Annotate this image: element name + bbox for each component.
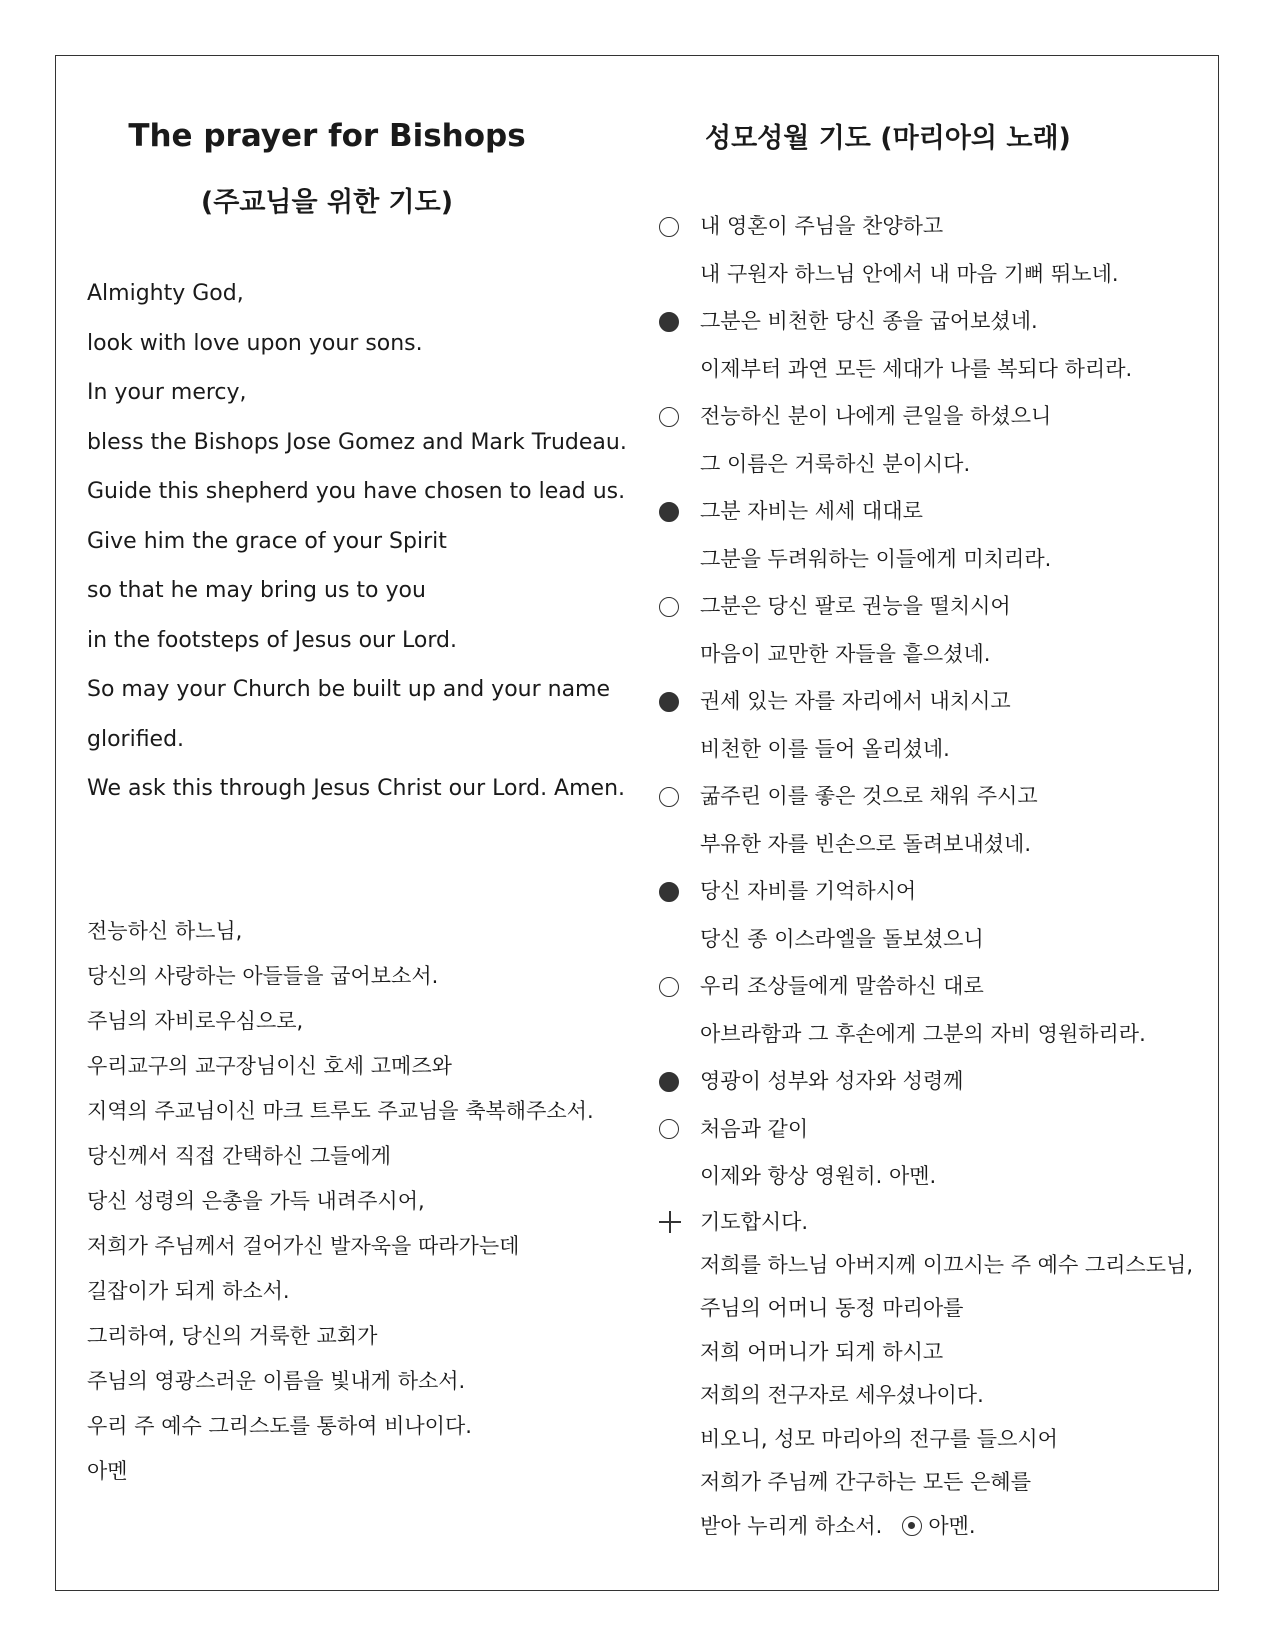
final-prayer-text: 받아 누리게 하소서. (700, 1513, 883, 1538)
verse-text: 이제부터 과연 모든 세대가 나를 복되다 하리라. (700, 356, 1133, 381)
verse-line (655, 1011, 1215, 1059)
open-circle-icon (659, 787, 679, 807)
verse-text: 그분은 비천한 당신 종을 굽어보셨네. (700, 309, 1038, 333)
bishops-prayer-column (87, 110, 627, 1494)
final-prayer-line (655, 1505, 1215, 1549)
verse-line (655, 393, 1215, 441)
open-circle-icon (659, 407, 679, 427)
open-circle-icon (659, 217, 679, 237)
korean-prayer-line: 당신의 사랑하는 아들들을 굽어보소서. (87, 963, 439, 988)
korean-prayer-line: 당신 성령의 은총을 가득 내려주시어, (87, 1188, 425, 1213)
closing-prayer-line: 저희의 전구자로 세우셨나이다. (700, 1383, 984, 1407)
korean-prayer-line: 주님의 자비로우심으로, (87, 1008, 304, 1033)
verse-line (655, 1153, 1215, 1201)
final-amen: 아멘. (928, 1513, 976, 1538)
english-prayer-line: so that he may bring us to you (87, 578, 426, 603)
filled-circle-icon (659, 312, 679, 332)
korean-prayer-text (87, 909, 627, 1494)
english-prayer-line: bless the Bishops Jose Gomez and Mark Trudeau. (87, 429, 627, 455)
verse-text: 처음과 같이 (700, 1116, 809, 1141)
verse-text: 비천한 이를 들어 올리셨네. (700, 736, 950, 761)
verse-line (655, 821, 1215, 869)
verse-line (655, 916, 1215, 964)
verse-line (655, 631, 1215, 679)
verse-text: 이제와 항상 영원히. 아멘. (700, 1164, 937, 1188)
filled-circle-icon (659, 692, 679, 712)
english-prayer-line: Guide this shepherd you have chosen to lead us. (87, 479, 626, 504)
closing-prayer-line: 저희를 하느님 아버지께 이끄시는 주 예수 그리스도님, (700, 1252, 1194, 1277)
verse-line (655, 963, 1215, 1011)
open-circle-icon (659, 977, 679, 997)
verse-text: 그분을 두려워하는 이들에게 미치리라. (700, 546, 1052, 571)
verse-text: 그분 자비는 세세 대대로 (700, 499, 923, 523)
filled-circle-icon (659, 1072, 679, 1092)
english-prayer-line: Almighty God, (87, 281, 244, 306)
korean-prayer-line: 길잡이가 되게 하소서. (87, 1278, 290, 1303)
english-prayer-line: in the footsteps of Jesus our Lord. (87, 627, 457, 653)
bishops-prayer-subtitle: (주교님을 위한 기도) (200, 187, 454, 218)
verse-text: 부유한 자를 빈손으로 돌려보내셨네. (700, 831, 1031, 856)
verse-line (655, 441, 1215, 489)
prayer-invitation-text: 기도합시다. (700, 1209, 809, 1234)
verse-line (655, 536, 1215, 584)
verse-line (655, 1106, 1215, 1154)
english-prayer-line: In your mercy, (87, 380, 247, 405)
verse-text: 그 이름은 거룩하신 분이시다. (700, 451, 971, 476)
english-prayer-line: look with love upon your sons. (87, 330, 423, 356)
korean-prayer-line: 우리교구의 교구장님이신 호세 고메즈와 (87, 1053, 452, 1078)
verse-line (655, 583, 1215, 631)
closing-prayer-line: 저희 어머니가 되게 하시고 (700, 1339, 944, 1364)
verse-text: 내 영혼이 주님을 찬양하고 (700, 214, 944, 238)
verse-text: 영광이 성부와 성자와 성령께 (700, 1069, 964, 1093)
verse-line (655, 773, 1215, 821)
closing-prayer-line: 저희가 주님께 간구하는 모든 은혜를 (700, 1470, 1031, 1494)
closing-prayer-line: 주님의 어머니 동정 마리아를 (700, 1296, 964, 1320)
verse-text: 그분은 당신 팔로 권능을 떨치시어 (700, 594, 1011, 618)
english-prayer-line: glorified. (87, 726, 185, 752)
verse-text: 당신 자비를 기억하시어 (700, 879, 917, 903)
korean-prayer-line: 전능하신 하느님, (87, 918, 243, 943)
closing-prayer-line: 비오니, 성모 마리아의 전구를 들으시어 (700, 1426, 1058, 1451)
filled-circle-icon (659, 882, 679, 902)
verse-text: 당신 종 이스라엘을 돌보셨으니 (700, 926, 984, 951)
magnificat-verses (655, 203, 1215, 1548)
verse-line (655, 488, 1215, 536)
magnificat-column (655, 110, 1215, 1548)
korean-prayer-line: 지역의 주교님이신 마크 트루도 주교님을 축복해주소서. (87, 1098, 594, 1123)
korean-prayer-line: 주님의 영광스러운 이름을 빛내게 하소서. (87, 1368, 466, 1393)
dotted-circle-icon (902, 1516, 922, 1536)
verse-text: 권세 있는 자를 자리에서 내치시고 (700, 689, 1011, 713)
verse-line (655, 868, 1215, 916)
magnificat-title: 성모성월 기도 (마리아의 노래) (705, 123, 1071, 154)
english-prayer-text (87, 269, 627, 814)
korean-prayer-line: 그리하여, 당신의 거룩한 교회가 (87, 1323, 378, 1348)
verse-line (655, 203, 1215, 251)
verse-line (655, 678, 1215, 726)
verse-line (655, 251, 1215, 299)
verse-line (655, 726, 1215, 774)
verse-text: 우리 조상들에게 말씀하신 대로 (700, 974, 984, 998)
korean-prayer-line: 당신께서 직접 간택하신 그들에게 (87, 1143, 392, 1168)
korean-prayer-line: 저희가 주님께서 걸어가신 발자욱을 따라가는데 (87, 1233, 520, 1258)
english-prayer-line: We ask this through Jesus Christ our Lord. Amen. (87, 776, 626, 801)
filled-circle-icon (659, 502, 679, 522)
korean-prayer-line: 우리 주 예수 그리스도를 통하여 비나이다. (87, 1413, 472, 1438)
verse-text: 굶주린 이를 좋은 것으로 채워 주시고 (700, 784, 1038, 808)
verse-text: 내 구원자 하느님 안에서 내 마음 기뻐 뛰노네. (700, 261, 1119, 286)
verse-text: 전능하신 분이 나에게 큰일을 하셨으니 (700, 404, 1052, 428)
verse-text: 마음이 교만한 자들을 흩으셨네. (700, 641, 991, 666)
english-prayer-line: So may your Church be built up and your name (87, 677, 611, 702)
verse-text: 아브라함과 그 후손에게 그분의 자비 영원하리라. (700, 1021, 1146, 1046)
english-prayer-line: Give him the grace of your Spirit (87, 528, 447, 554)
verse-line (655, 298, 1215, 346)
prayer-invitation-line (655, 1201, 1215, 1244)
open-circle-icon (659, 597, 679, 617)
open-circle-icon (659, 1119, 679, 1139)
verse-line (655, 346, 1215, 394)
bishops-prayer-title: The prayer for Bishops (128, 118, 526, 154)
verse-line (655, 1058, 1215, 1106)
korean-prayer-line: 아멘 (87, 1458, 128, 1483)
plus-icon (659, 1211, 681, 1233)
